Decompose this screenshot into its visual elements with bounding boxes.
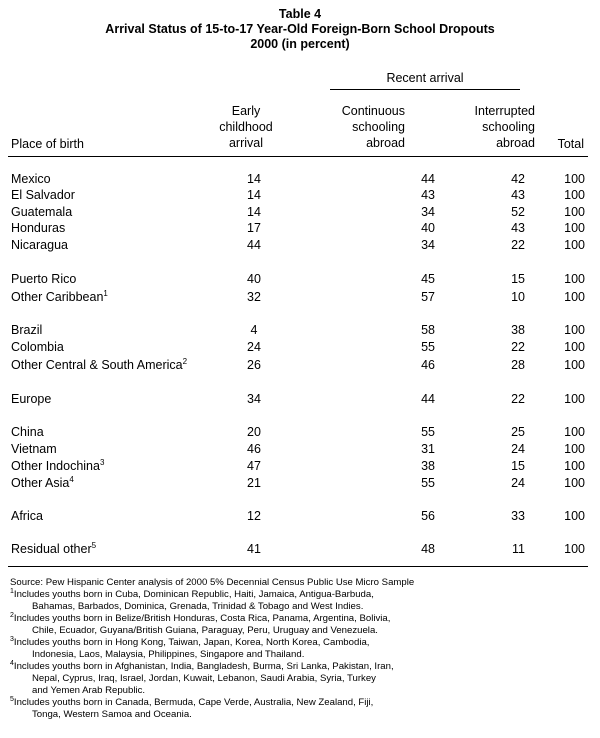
interrupted-schooling-cell: 28 — [511, 358, 525, 372]
continuous-schooling-cell: 55 — [421, 340, 435, 354]
table-row — [0, 220, 600, 236]
interrupted-schooling-cell: 10 — [511, 290, 525, 304]
table-row — [0, 237, 600, 253]
early-childhood-cell: 20 — [247, 425, 261, 439]
early-childhood-cell: 46 — [247, 442, 261, 456]
early-childhood-cell: 34 — [247, 392, 261, 406]
early-childhood-cell: 41 — [247, 542, 261, 556]
interrupted-schooling-cell: 15 — [511, 459, 525, 473]
recent-arrival-header: Recent arrival — [386, 71, 464, 85]
early-childhood-cell: 14 — [247, 188, 261, 202]
interrupted-schooling-cell: 15 — [511, 272, 525, 286]
interrupted-schooling-cell: 38 — [511, 323, 525, 337]
place-cell: China — [11, 425, 44, 439]
early-childhood-cell: 12 — [247, 509, 261, 523]
table-row — [0, 391, 600, 407]
footnote-5: $^5$Includes youths born in Canada, Bermuda, Cape Verde, Australia, New Zealand, Fiji, — [10, 696, 374, 708]
continuous-schooling-cell: 34 — [421, 238, 435, 252]
table-bottom-rule — [8, 566, 588, 567]
place-cell: Honduras — [11, 221, 66, 235]
footnote-1-cont: Bahamas, Barbados, Dominica, Grenada, Trinidad & Tobago and West Indies. — [32, 601, 364, 612]
continuous-schooling-cell: 43 — [421, 188, 435, 202]
continuous-schooling-cell: 46 — [421, 358, 435, 372]
total-cell: 100 — [564, 509, 585, 523]
total-cell: 100 — [564, 476, 585, 490]
total-cell: 100 — [564, 542, 585, 556]
early-childhood-header: Early childhood arrival — [219, 104, 273, 150]
place-cell: Vietnam — [11, 442, 57, 456]
footnote-marker: 1 — [103, 289, 108, 298]
table-row — [0, 357, 600, 373]
continuous-schooling-cell: 40 — [421, 221, 435, 235]
table-title: Arrival Status of 15-to-17 Year-Old Foreign-Born School Dropouts — [105, 22, 495, 36]
continuous-schooling-cell: 58 — [421, 323, 435, 337]
interrupted-schooling-cell: 11 — [512, 542, 525, 556]
place-cell: Residual other$^5$ — [11, 541, 97, 556]
early-childhood-cell: 47 — [247, 459, 261, 473]
interrupted-schooling-cell: 43 — [511, 188, 525, 202]
footnote-3-cont: Indonesia, Laos, Malaysia, Philippines, Singapore and Thailand. — [32, 649, 305, 660]
footnote-5-cont: Tonga, Western Samoa and Oceania. — [32, 709, 192, 720]
place-cell: Nicaragua — [11, 238, 68, 252]
continuous-schooling-cell: 55 — [421, 425, 435, 439]
table-subtitle: 2000 (in percent) — [250, 37, 350, 51]
footnote-marker: 5 — [91, 541, 97, 550]
total-cell: 100 — [564, 221, 585, 235]
interrupted-schooling-cell: 43 — [511, 221, 525, 235]
total-cell: 100 — [564, 340, 585, 354]
place-cell: Guatemala — [11, 205, 73, 219]
table-row — [0, 508, 600, 524]
place-cell: Europe — [11, 392, 52, 406]
footnote-marker: 4 — [69, 475, 74, 484]
continuous-schooling-cell: 34 — [421, 205, 435, 219]
footnote-marker: 3 — [99, 458, 105, 467]
footnote-4-cont2: and Yemen Arab Republic. — [32, 685, 146, 696]
total-header: Total — [557, 137, 584, 151]
interrupted-schooling-cell: 52 — [511, 205, 525, 219]
interrupted-schooling-cell: 22 — [511, 392, 525, 406]
interrupted-schooling-cell: 24 — [511, 442, 525, 456]
footnote-2: $^2$Includes youths born in Belize/British Honduras, Costa Rica, Panama, Argentina, Bolivia, — [10, 612, 391, 624]
early-childhood-cell: 44 — [247, 238, 261, 252]
place-cell: Brazil — [11, 323, 43, 337]
continuous-schooling-cell: 44 — [421, 172, 435, 186]
recent-arrival-rule — [330, 89, 520, 90]
table-row — [0, 475, 600, 491]
place-cell: Puerto Rico — [11, 272, 77, 286]
footnote-4: $^4$Includes youths born in Afghanistan, India, Bangladesh, Burma, Sri Lanka, Pakistan, Iran, — [10, 660, 394, 672]
footnote-marker: 2 — [182, 357, 188, 366]
place-cell: Other Asia$^4$ — [11, 475, 74, 490]
table-row — [0, 441, 600, 457]
total-cell: 100 — [564, 272, 585, 286]
table-row — [0, 204, 600, 220]
total-cell: 100 — [564, 323, 585, 337]
interrupted-schooling-cell: 25 — [511, 425, 525, 439]
early-childhood-cell: 40 — [247, 272, 261, 286]
interrupted-schooling-cell: 22 — [511, 340, 525, 354]
total-cell: 100 — [564, 238, 585, 252]
total-cell: 100 — [564, 392, 585, 406]
continuous-schooling-cell: 44 — [421, 392, 435, 406]
table-row — [0, 289, 600, 305]
table-row — [0, 187, 600, 203]
continuous-schooling-cell: 57 — [421, 290, 435, 304]
table-row — [0, 171, 600, 187]
continuous-schooling-header: Continuous schooling abroad — [341, 104, 405, 150]
footnotes — [10, 577, 595, 721]
total-cell: 100 — [564, 425, 585, 439]
early-childhood-cell: 14 — [247, 172, 261, 186]
early-childhood-cell: 32 — [247, 290, 261, 304]
continuous-schooling-cell: 38 — [421, 459, 435, 473]
total-cell: 100 — [564, 290, 585, 304]
continuous-schooling-cell: 55 — [421, 476, 435, 490]
table-number: Table 4 — [278, 7, 322, 21]
early-childhood-cell: 26 — [247, 358, 261, 372]
place-of-birth-header: Place of birth — [11, 137, 84, 151]
total-cell: 100 — [564, 358, 585, 372]
total-cell: 100 — [564, 459, 585, 473]
header-rule — [8, 156, 588, 157]
interrupted-schooling-cell: 22 — [511, 238, 525, 252]
place-cell: El Salvador — [11, 188, 75, 202]
total-cell: 100 — [564, 442, 585, 456]
interrupted-schooling-header: Interrupted schooling abroad — [474, 104, 535, 150]
place-cell: Other Caribbean$^1$ — [11, 289, 108, 304]
continuous-schooling-cell: 56 — [421, 509, 435, 523]
interrupted-schooling-cell: 42 — [511, 172, 525, 186]
total-cell: 100 — [564, 205, 585, 219]
continuous-schooling-cell: 31 — [421, 442, 435, 456]
interrupted-schooling-cell: 33 — [511, 509, 525, 523]
early-childhood-cell: 21 — [247, 476, 261, 490]
source-note: Source: Pew Hispanic Center analysis of 2000 5% Decennial Census Public Use Micro Sample — [10, 577, 415, 588]
footnote-1: $^1$Includes youths born in Cuba, Dominican Republic, Haiti, Jamaica, Antigua-Barbuda, — [10, 588, 374, 600]
table-row — [0, 339, 600, 355]
place-cell: Other Central & South America$^2$ — [11, 357, 188, 372]
continuous-schooling-cell: 48 — [421, 542, 435, 556]
total-cell: 100 — [564, 188, 585, 202]
footnote-3: $^3$Includes youths born in Hong Kong, Taiwan, Japan, Korea, North Korea, Cambodia, — [10, 636, 370, 648]
footnote-2-cont: Chile, Ecuador, Guyana/British Guiana, Paraguay, Peru, Uruguay and Venezuela. — [32, 625, 378, 636]
interrupted-schooling-cell: 24 — [511, 476, 525, 490]
footnote-4-cont: Nepal, Cyprus, Iraq, Israel, Jordan, Kuwait, Lebanon, Saudi Arabia, Syria, Turkey — [32, 673, 376, 684]
place-cell: Other Indochina$^3$ — [11, 458, 105, 473]
table-row — [0, 541, 600, 557]
place-cell: Africa — [11, 509, 43, 523]
table-row — [0, 424, 600, 440]
table-row — [0, 458, 600, 474]
continuous-schooling-cell: 45 — [421, 272, 435, 286]
table-row — [0, 271, 600, 287]
early-childhood-cell: 4 — [250, 323, 258, 337]
table-row — [0, 322, 600, 338]
place-cell: Mexico — [11, 172, 51, 186]
early-childhood-cell: 14 — [247, 205, 261, 219]
total-cell: 100 — [564, 172, 585, 186]
place-cell: Colombia — [11, 340, 64, 354]
early-childhood-cell: 24 — [247, 340, 261, 354]
early-childhood-cell: 17 — [247, 221, 261, 235]
